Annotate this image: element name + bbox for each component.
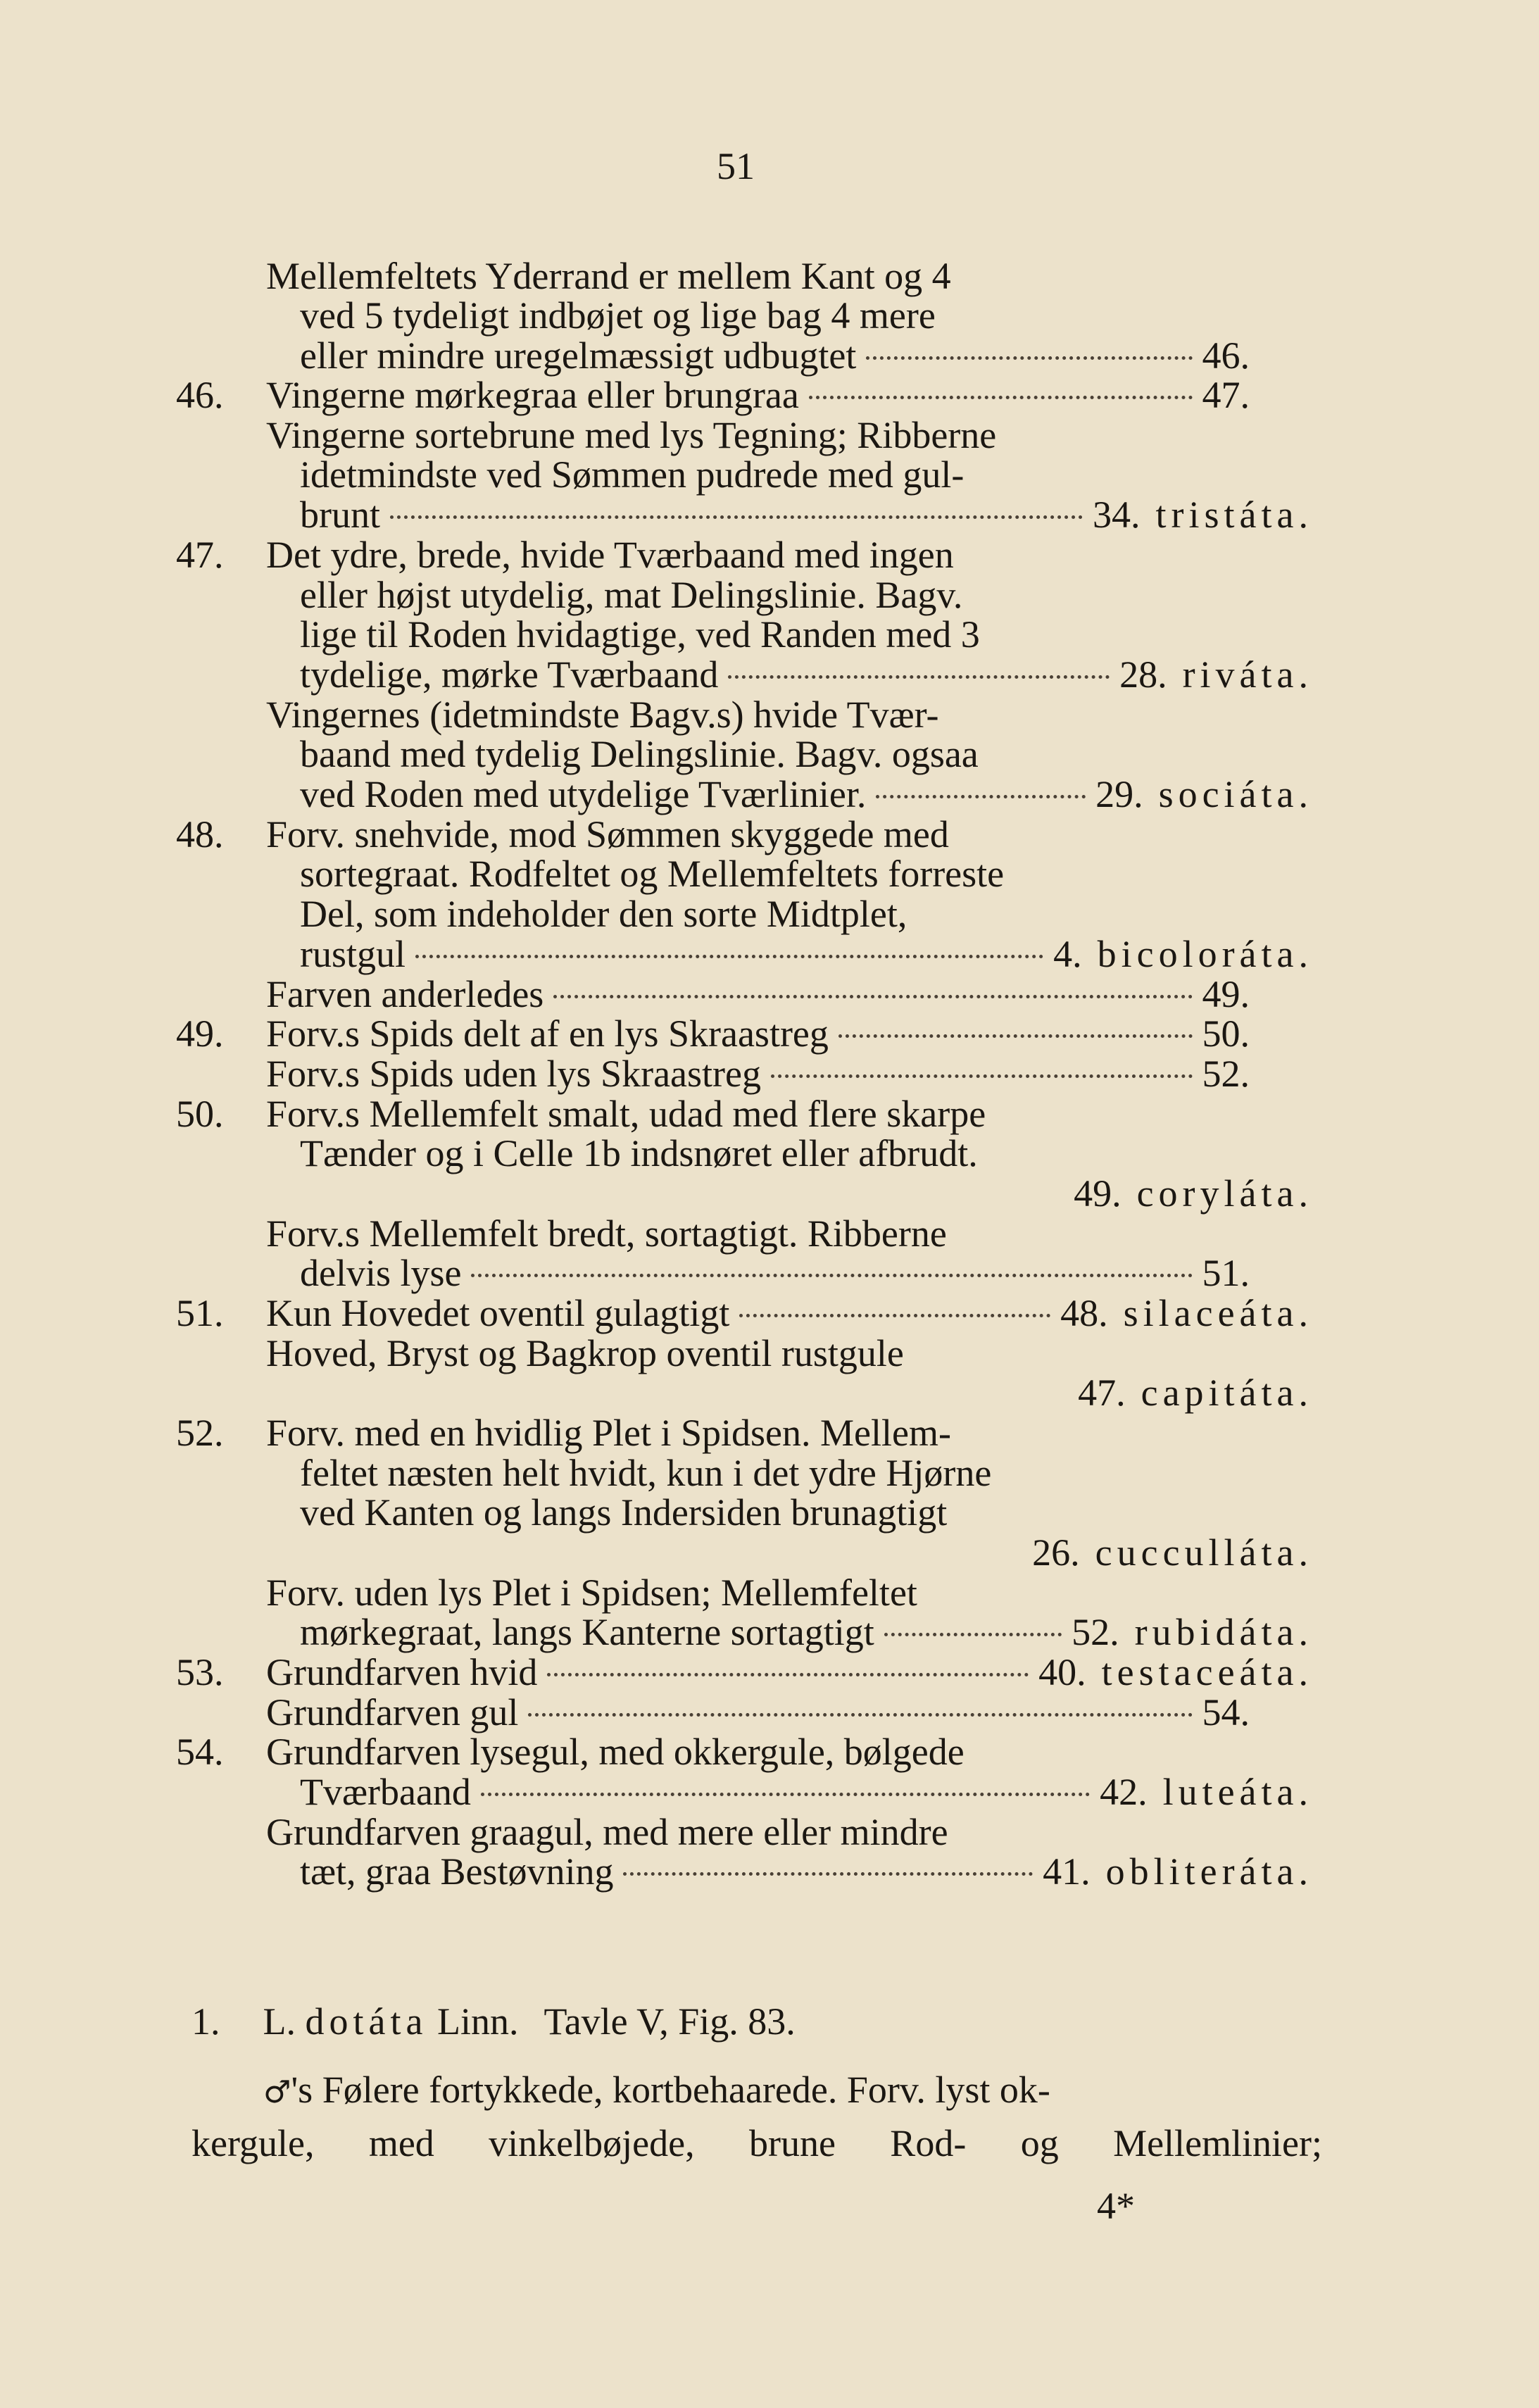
key-line-text: ved Roden med utydelige Tværlinier. [300,773,867,815]
key-line-text: Mellemfeltets Yderrand er mellem Kant og 4 [266,255,951,297]
key-line [266,1572,917,1614]
key-line-text: feltet næsten helt hvidt, kun i det ydre Hjørne [300,1452,992,1494]
key-line [266,1531,1313,1574]
species-name: tristáta. [1155,494,1313,536]
species-name: obliteráta. [1105,1850,1313,1893]
key-line-text: eller mindre uregelmæssigt udbugtet [300,334,857,377]
species-name: dotáta [305,2000,428,2043]
key-line [266,813,949,855]
description-line-2: kergule, med vinkelbøjede, brune Rod- og Mellemlinier; [191,2122,1322,2164]
key-reference-number: 41. [1043,1850,1091,1893]
species-reference: Tavle V, Fig. 83. [544,2000,796,2043]
dot-leader [623,1872,1033,1876]
signature-mark: 4* [1097,2185,1135,2227]
key-line [300,1132,978,1174]
key-line [266,1372,1313,1414]
key-line-text: lige til Roden hvidagtige, ved Randen med 3 [300,613,980,656]
key-line [266,694,939,736]
key-line-text: Grundfarven gul [266,1691,519,1733]
key-line-text: ved 5 tydeligt indbøjet og lige bag 4 mere [300,294,936,337]
key-line-text: Tværbaand [300,1771,471,1813]
key-line [266,414,996,456]
key-reference-number: 51. [1202,1252,1250,1294]
key-line [300,1452,991,1494]
key-line [266,1093,986,1135]
species-heading [191,2000,796,2043]
key-line-text: Vingernes (idetmindste Bagv.s) hvide Tvær- [266,694,939,736]
dot-leader [415,955,1043,958]
key-reference-number: 40. [1038,1651,1086,1693]
key-line-text: sortegraat. Rodfeltet og Mellemfeltets forreste [300,853,1005,895]
key-reference-number: 49. [1202,973,1250,1015]
key-reference-number: 54. [1202,1691,1250,1733]
male-symbol-icon: ♂ [263,2074,291,2110]
key-line-text: mørkegraat, langs Kanterne sortagtigt [300,1611,874,1653]
key-line-text: Grundfarven hvid [266,1651,538,1693]
key-line [266,1172,1313,1215]
species-author: Linn. [436,2000,519,2043]
key-line [300,334,1250,377]
couplet-number: 52. [176,1412,224,1454]
key-line-text: Forv. snehvide, mod Sømmen skyggede med [266,813,949,855]
dot-leader [809,396,1193,399]
key-reference-number: 47. [1202,374,1250,416]
key-line-text: Hoved, Bryst og Bagkrop oventil rustgule [266,1332,904,1374]
dot-leader [390,515,1083,519]
dot-leader [838,1034,1193,1038]
key-reference-number: 52. [1072,1611,1119,1653]
species-name: cucculláta. [1095,1531,1313,1574]
key-reference-number: 34. [1093,494,1141,536]
dot-leader [481,1793,1090,1796]
species-number: 1. [191,2000,220,2043]
couplet-number: 48. [176,813,224,855]
key-line [266,1412,951,1454]
couplet-number: 50. [176,1093,224,1135]
species-name: silaceáta. [1123,1292,1313,1334]
key-line-text: Del, som indeholder den sorte Midtplet, [300,893,907,935]
species-name: luteáta. [1162,1771,1313,1813]
species-name: coryláta. [1136,1172,1313,1215]
key-reference-number: 48. [1060,1292,1108,1334]
key-line-text: Tænder og i Celle 1b indsnøret eller afbrudt. [300,1132,978,1174]
key-line [300,1252,1250,1294]
key-line [266,1691,1250,1733]
key-line [266,255,951,297]
key-line-text: Farven anderledes [266,973,544,1015]
couplet-number: 51. [176,1292,224,1334]
key-reference-number: 49. [1074,1172,1122,1215]
key-line [266,1332,904,1374]
key-line [300,933,1313,975]
species-name: testaceáta. [1101,1651,1313,1693]
dot-leader [866,356,1192,360]
page-number: 51 [717,145,755,187]
key-line [300,294,936,337]
key-line-text: tydelige, mørke Tværbaand [300,653,719,696]
key-line-text: Det ydre, brede, hvide Tværbaand med ingen [266,534,954,576]
species-name: riváta. [1182,653,1313,696]
couplet-number: 46. [176,374,224,416]
key-reference-number: 29. [1095,773,1143,815]
dot-leader [547,1673,1029,1676]
key-reference-number: 46. [1202,334,1250,377]
key-line [300,653,1313,696]
key-line [300,853,1004,895]
species-name: capitáta. [1141,1372,1313,1414]
key-reference-number: 47. [1078,1372,1126,1414]
couplet-number: 47. [176,534,224,576]
key-line [300,453,964,496]
key-line [300,613,980,656]
key-line [266,1651,1313,1693]
dot-leader [876,795,1086,798]
key-line [300,494,1313,536]
dot-leader [471,1274,1192,1277]
dot-leader [739,1314,1050,1317]
key-line [266,1012,1250,1055]
key-line [266,973,1250,1015]
key-line-text: Grundfarven graagul, med mere eller mindre [266,1811,948,1853]
key-line-text: Forv.s Mellemfelt smalt, udad med flere skarpe [266,1093,986,1135]
couplet-number: 53. [176,1651,224,1693]
key-reference-number: 26. [1032,1531,1080,1574]
key-line [300,733,979,775]
key-line-text: baand med tydelig Delingslinie. Bagv. ogsaa [300,733,979,775]
dot-leader [528,1713,1192,1717]
key-line-text: Grundfarven lysegul, med okkergule, bølgede [266,1731,965,1773]
key-line [300,1491,947,1534]
dot-leader [728,675,1110,679]
key-line [300,574,962,616]
key-reference-number: 42. [1100,1771,1148,1813]
species-name: sociáta. [1158,773,1313,815]
key-reference-number: 52. [1202,1053,1250,1095]
couplet-number: 54. [176,1731,224,1773]
dot-leader [771,1074,1193,1078]
key-reference-number: 50. [1202,1012,1250,1055]
key-line-text: eller højst utydelig, mat Delingslinie. Bagv. [300,574,963,616]
couplet-number: 49. [176,1012,224,1055]
key-line [266,1292,1313,1334]
key-line-text: ved Kanten og langs Indersiden brunagtigt [300,1491,948,1534]
key-line [300,1611,1313,1653]
key-line [266,1053,1250,1095]
key-reference-number: 4. [1053,933,1082,975]
key-line [300,893,907,935]
key-line-text: Forv.s Spids uden lys Skraastreg [266,1053,761,1095]
key-line-text: idetmindste ved Sømmen pudrede med gul- [300,453,965,496]
key-line [300,1850,1313,1893]
key-line [266,1811,948,1853]
key-line-text: brunt [300,494,380,536]
key-reference-number: 28. [1119,653,1167,696]
key-line-text: delvis lyse [300,1252,462,1294]
key-line [300,773,1313,815]
key-line-text: Vingerne sortebrune med lys Tegning; Ribberne [266,414,997,456]
key-line-text: Forv. med en hvidlig Plet i Spidsen. Mellem- [266,1412,951,1454]
key-line-text: rustgul [300,933,406,975]
key-line [266,374,1250,416]
key-line-text: tæt, graa Bestøvning [300,1850,614,1893]
key-line-text: Forv.s Spids delt af en lys Skraastreg [266,1012,829,1055]
dot-leader [884,1633,1062,1636]
description-line-1 [263,2069,1050,2111]
description-text-1: 's Følere fortykkede, kortbehaarede. Forv. lyst ok- [291,2069,1050,2111]
key-line-text: Kun Hovedet oventil gulagtigt [266,1292,730,1334]
key-line-text: Vingerne mørkegraa eller brungraa [266,374,799,416]
species-genus: L. [263,2000,296,2043]
key-line-text: Forv.s Mellemfelt bredt, sortagtigt. Ribberne [266,1212,947,1255]
key-line [266,534,954,576]
key-line [266,1731,965,1773]
key-line [300,1771,1313,1813]
key-line [266,1212,947,1255]
key-line-text: Forv. uden lys Plet i Spidsen; Mellemfeltet [266,1572,917,1614]
species-name: bicoloráta. [1097,933,1313,975]
dot-leader [553,995,1192,998]
species-name: rubidáta. [1134,1611,1313,1653]
